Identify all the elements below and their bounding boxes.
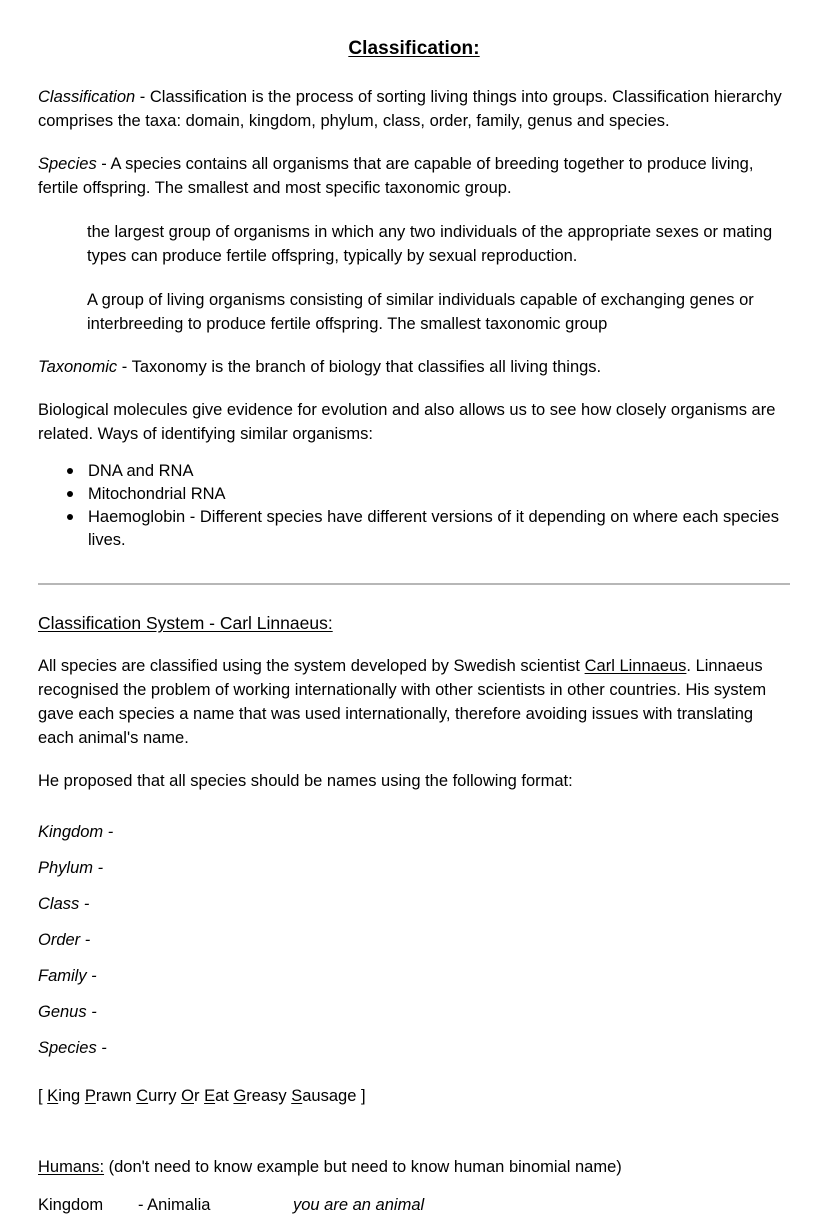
list-item (38, 460, 790, 483)
mnemonic-initial: P (84, 1087, 96, 1105)
page-title: Classification: (348, 38, 480, 59)
biological-molecules-paragraph: Biological molecules give evidence for evolution and also allows us to see how closely organisms are related. Ways of identifying similar organisms: (38, 401, 776, 443)
mnemonic-word (204, 1087, 229, 1105)
rank-item-phylum: Phylum - (38, 859, 104, 877)
mnemonic-initial: E (204, 1087, 216, 1105)
bullet-dot-icon (67, 491, 73, 497)
definition-taxonomic (38, 336, 790, 379)
definition-term: Taxonomic (38, 358, 118, 376)
identification-methods-list (38, 446, 790, 552)
mnemonic-initial: O (181, 1087, 194, 1105)
bullet-dot-icon (67, 468, 73, 474)
linnaeus-paragraph-part1: All species are classified using the system developed by Swedish scientist (38, 657, 585, 675)
definition-dash: - (117, 358, 132, 376)
row-rank-note: you are an animal (293, 1196, 425, 1214)
rank-item-order: Order - (38, 931, 91, 949)
mnemonic-rest: ing (58, 1087, 81, 1105)
mnemonic-rest: reasy (246, 1087, 287, 1105)
row-rank-name: Kingdom (38, 1196, 104, 1214)
mnemonic-rest: ausage (302, 1087, 357, 1105)
table-row (38, 1179, 790, 1217)
mnemonic-word (181, 1087, 199, 1105)
mnemonic-word (136, 1087, 176, 1105)
mnemonic-rest: urry (148, 1087, 177, 1105)
mnemonic-initial: K (47, 1087, 59, 1105)
mnemonic-open-bracket: [ (38, 1087, 48, 1105)
list-item (38, 506, 790, 552)
carl-linnaeus-link[interactable]: Carl Linnaeus (584, 657, 687, 675)
rank-item-class: Class - (38, 895, 90, 913)
rank-item-genus: Genus - (38, 1003, 97, 1021)
definition-text: Classification is the process of sorting living things into groups. Classification hierarchy comprises the taxa: domain, kingdom, phylum, class, order, family, genus and species. (38, 88, 782, 130)
definition-dash: - (96, 155, 111, 173)
definition-species (38, 133, 790, 200)
mnemonic-word (291, 1087, 356, 1105)
quote-block-1: the largest group of organisms in which any two individuals of the appropriate sexes or mating types can produce fertile offspring, typically by sexual reproduction. (87, 223, 773, 265)
list-item (38, 483, 790, 506)
bullet-dot-icon (67, 514, 73, 520)
humans-heading-note: (don't need to know example but need to know human binomial name) (104, 1158, 622, 1176)
mnemonic-close-bracket: ] (356, 1087, 366, 1105)
mnemonic-line (38, 1060, 790, 1108)
quote-block-2: A group of living organisms consisting of similar individuals capable of exchanging genes or interbreeding to produce fertile offspring. The smallest taxonomic group (87, 291, 754, 333)
mnemonic-word (85, 1087, 132, 1105)
mnemonic-initial: S (291, 1087, 303, 1105)
definition-term: Classification (38, 88, 136, 106)
list-item-label: Haemoglobin - Different species have different versions of it depending on where each species lives. (88, 508, 779, 549)
taxonomic-rank-list (38, 793, 790, 1060)
mnemonic-rest: rawn (95, 1087, 132, 1105)
row-rank-value: - Animalia (138, 1196, 211, 1214)
definition-dash: - (135, 88, 150, 106)
rank-item-family: Family - (38, 967, 97, 985)
rank-item-species: Species - (38, 1039, 107, 1057)
linnaeus-paragraph (38, 635, 790, 750)
section-heading-linnaeus: Classification System - Carl Linnaeus: (38, 613, 333, 633)
section-heading-humans (38, 1108, 790, 1179)
definition-text: Taxonomy is the branch of biology that classifies all living things. (131, 358, 602, 376)
humans-heading-label: Humans: (38, 1158, 105, 1176)
definition-classification (38, 60, 790, 133)
list-item-label: Mitochondrial RNA (88, 485, 226, 503)
definition-text: A species contains all organisms that are capable of breeding together to produce living, fertile offspring. The smallest and most specific taxonomic group. (38, 155, 754, 197)
mnemonic-initial: G (233, 1087, 247, 1105)
mnemonic-rest: at (215, 1087, 229, 1105)
rank-item-kingdom: Kingdom - (38, 823, 114, 841)
list-item-label: DNA and RNA (88, 462, 194, 480)
linnaeus-paragraph-part2: . Linnaeus recognised the problem of working internationally with other scientists in other countries. His system gave each species a name that was used internationally, therefore avoiding issues with translating each animal's name. (38, 657, 767, 747)
format-intro-paragraph: He proposed that all species should be names using the following format: (38, 772, 573, 790)
mnemonic-initial: C (136, 1087, 149, 1105)
definition-term: Species (38, 155, 97, 173)
mnemonic-word (47, 1087, 80, 1105)
mnemonic-rest: r (193, 1087, 200, 1105)
mnemonic-word (233, 1087, 286, 1105)
